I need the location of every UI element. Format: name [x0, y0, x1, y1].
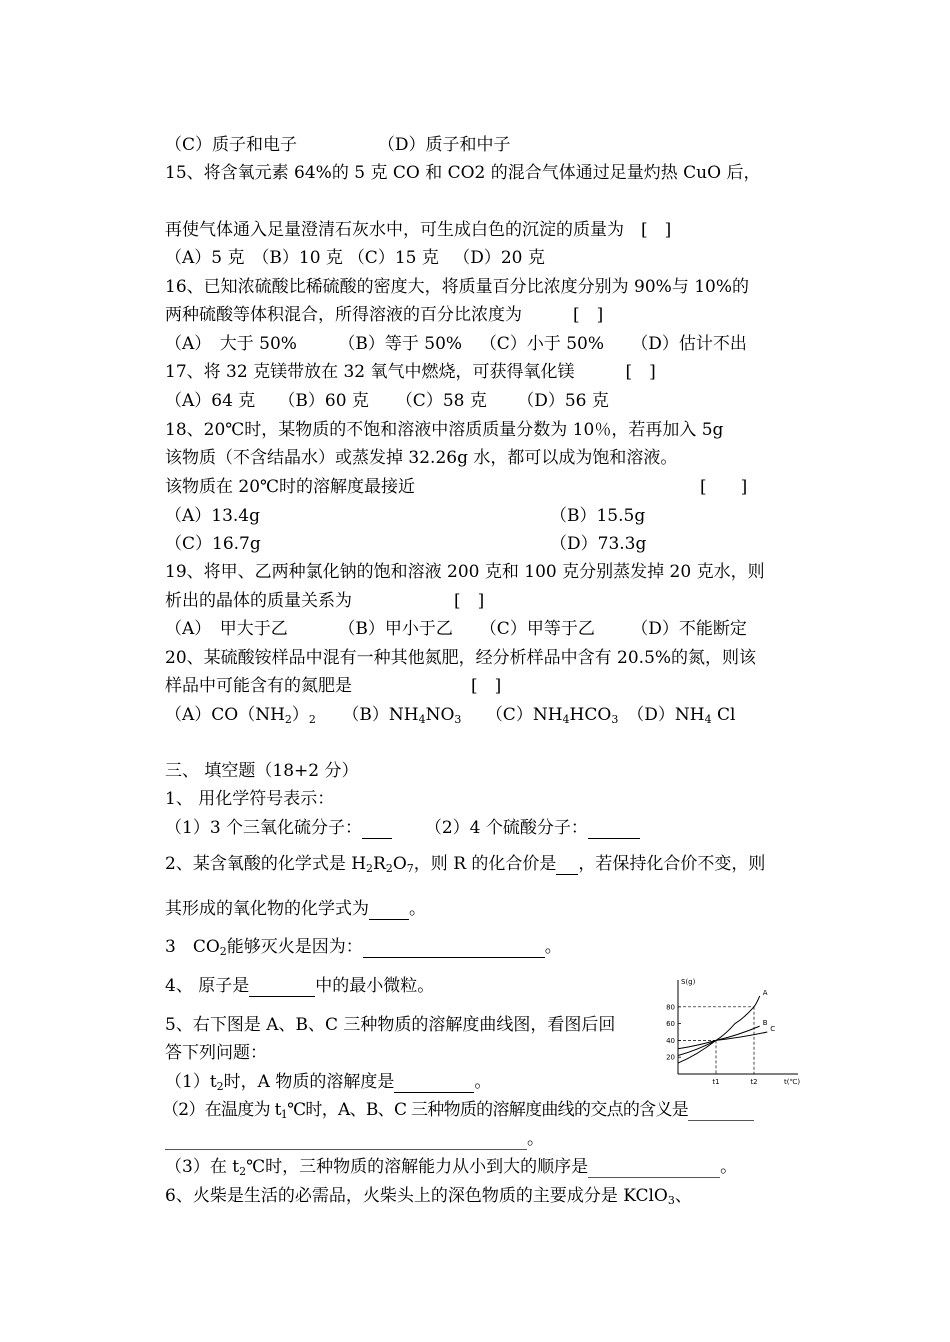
series-a-label: A	[762, 988, 768, 997]
q19-option-b: （B）甲小于乙	[338, 619, 453, 639]
fill2-oxide-blank[interactable]	[369, 901, 409, 920]
fill5-c: （3）在 $t_2℃$时，三种物质的溶解能力从小到大的顺序是 。	[165, 1157, 738, 1178]
fill5-b: （2）在温度为 $t_1℃$时，A、B、C 三种物质的溶解度曲线的交点的含义是	[162, 1099, 754, 1121]
q20-option-b: $(B)NH_4NO_3$	[342, 705, 462, 726]
fill3-blank[interactable]	[363, 939, 545, 958]
q19-option-d: （D）不能断定	[631, 619, 747, 639]
series-c-label: C	[770, 1025, 776, 1033]
fill4-blank[interactable]	[249, 978, 315, 997]
fill5-b-blank-1[interactable]	[688, 1102, 754, 1121]
q15-line2: 再使气体通入足量澄清石灰水中，可生成白色的沉淀的质量为 [ ]	[165, 220, 672, 240]
x-tick-label-t1: t1	[712, 1078, 720, 1086]
q15-option-d: （D）20 克	[453, 248, 545, 268]
q18-line1: 18、20℃时，某物质的不饱和溶液中溶质质量分数为 10％，若再加入 5g	[165, 420, 724, 440]
q20-option-c: $(C)NH_4HCO_3$	[485, 705, 619, 726]
q14-option-c: （C）质子和电子	[165, 135, 298, 155]
q18-option-a: （A）13.4g	[165, 506, 261, 526]
q14-options	[165, 134, 510, 156]
q18-bracket: [ ]	[700, 477, 748, 497]
series-b-label: B	[762, 1019, 768, 1028]
fill5-line2: 答下列问题：	[165, 1043, 267, 1063]
q17-line1: 17、将 32 克镁带放在 32 氧气中燃烧，可获得氧化镁 [ ]	[165, 362, 656, 382]
series-c-curve	[678, 1032, 767, 1049]
q15-options	[165, 247, 545, 269]
fill1-b-blank[interactable]	[588, 820, 640, 839]
q17-option-b: （B）60 克	[278, 391, 369, 411]
q19-line1: 19、将甲、乙两种氯化钠的饱和溶液 200 克和 100 克分别蒸发掉 20 克水，则	[165, 562, 765, 582]
q17-option-d: （D）56 克	[517, 391, 609, 411]
fill1-a-blank[interactable]	[362, 820, 392, 839]
q19-line2: 析出的晶体的质量关系为 [ ]	[165, 591, 485, 611]
q15-option-a: （A）5 克	[165, 248, 245, 268]
fill5-c-blank[interactable]	[588, 1159, 720, 1178]
fill5-a-blank[interactable]	[394, 1074, 474, 1093]
fill1-title: 1、 用化学符号表示：	[165, 789, 335, 809]
series-b-curve	[678, 1026, 760, 1055]
q16-option-d: （D）估计不出	[631, 334, 747, 354]
q18-option-b: （B）15.5g	[550, 506, 646, 526]
q15-line1: 15、将含氧元素 64%的 5 克 CO 和 CO2 的混合气体通过足量灼热 CuO 后，	[165, 163, 761, 183]
fill2-valence-blank[interactable]	[556, 856, 578, 875]
x-tick-label-t2: t2	[750, 1078, 758, 1086]
x-axis-label: t(℃)	[784, 1078, 801, 1086]
y-tick-label-40: 40	[666, 1036, 675, 1045]
q20-line2: 样品中可能含有的氮肥是 [ ]	[165, 676, 502, 696]
fill5-a: $(1)t_2$时，A 物质的溶解度是 。	[165, 1072, 492, 1093]
q19-option-c: （C）甲等于乙	[479, 619, 595, 639]
series-a-curve	[678, 996, 760, 1063]
q18-line2: 该物质（不含结晶水）或蒸发掉 32.26g 水，都可以成为饱和溶液。	[165, 448, 678, 468]
q16-option-b: （B）等于 50%	[338, 334, 463, 354]
fill2-line2: 其形成的氧化物的化学式为 。	[165, 899, 426, 919]
fill2-line1: 2、某含氧酸的化学式是 $H_2R_2O_7$，则 R 的化合价是 ，若保持化合价不变，则	[165, 854, 766, 875]
fill5-b-cont: 。	[165, 1128, 544, 1150]
q19-option-a: （A） 甲大于乙	[165, 619, 288, 639]
q20-options	[165, 704, 735, 726]
q20-option-a: $(A)CO(NH_2)_2$	[165, 705, 316, 726]
q18-option-c: （C）16.7g	[165, 534, 261, 554]
q20-option-d: $(D)NH_4$ Cl	[627, 705, 736, 726]
fill4-line: 4、 原子是 中的最小微粒。	[165, 976, 435, 996]
q16-line1: 16、已知浓硫酸比稀硫酸的密度大，将质量百分比浓度分别为 90%与 10%的	[165, 277, 750, 297]
fill1-a-label: （1）3 个三氧化硫分子：	[165, 818, 363, 838]
q20-line1: 20、某硫酸铵样品中混有一种其他氮肥，经分析样品中含有 20.5%的氮，则该	[165, 648, 757, 668]
q14-option-d: （D）质子和中子	[377, 135, 511, 155]
q18-line3: 该物质在 20℃时的溶解度最接近	[165, 477, 416, 497]
fill6-line1: 6、火柴是生活的必需品，火柴头上的深色物质的主要成分是 KClO$_3$、	[165, 1186, 692, 1207]
q19-options	[165, 618, 747, 640]
q17-option-c: （C）58 克	[395, 391, 487, 411]
fill5-line1: 5、右下图是 A、B、C 三种物质的溶解度曲线图，看图后回	[165, 1015, 616, 1035]
y-tick-label-80: 80	[666, 1003, 675, 1012]
q17-option-a: （A）64 克	[165, 391, 256, 411]
fill1-b-label: （2）4 个硫酸分子：	[424, 818, 588, 838]
fill5-b-blank-2[interactable]	[165, 1131, 527, 1150]
y-axis-label: S(g)	[681, 978, 696, 986]
q16-line2: 两种硫酸等体积混合，所得溶液的百分比浓度为 [ ]	[165, 305, 604, 325]
q16-options	[165, 333, 747, 355]
q16-option-a: （A） 大于 50%	[165, 334, 297, 354]
fill1-items	[165, 817, 640, 839]
q18-option-d: （D）73.3g	[550, 534, 647, 554]
y-tick-label-20: 20	[666, 1053, 675, 1062]
y-tick-label-60: 60	[666, 1020, 675, 1029]
q15-option-b: （B）10 克	[252, 248, 343, 268]
fill3-line: 3 $CO_2$能够灭火是因为： 。	[165, 937, 562, 958]
q17-options	[165, 390, 609, 412]
solubility-chart	[650, 972, 805, 1092]
q15-option-c: （C）15 克	[347, 248, 439, 268]
section3-heading: 三、 填空题（18+2 分）	[165, 761, 359, 781]
q16-option-c: （C）小于 50%	[479, 334, 605, 354]
